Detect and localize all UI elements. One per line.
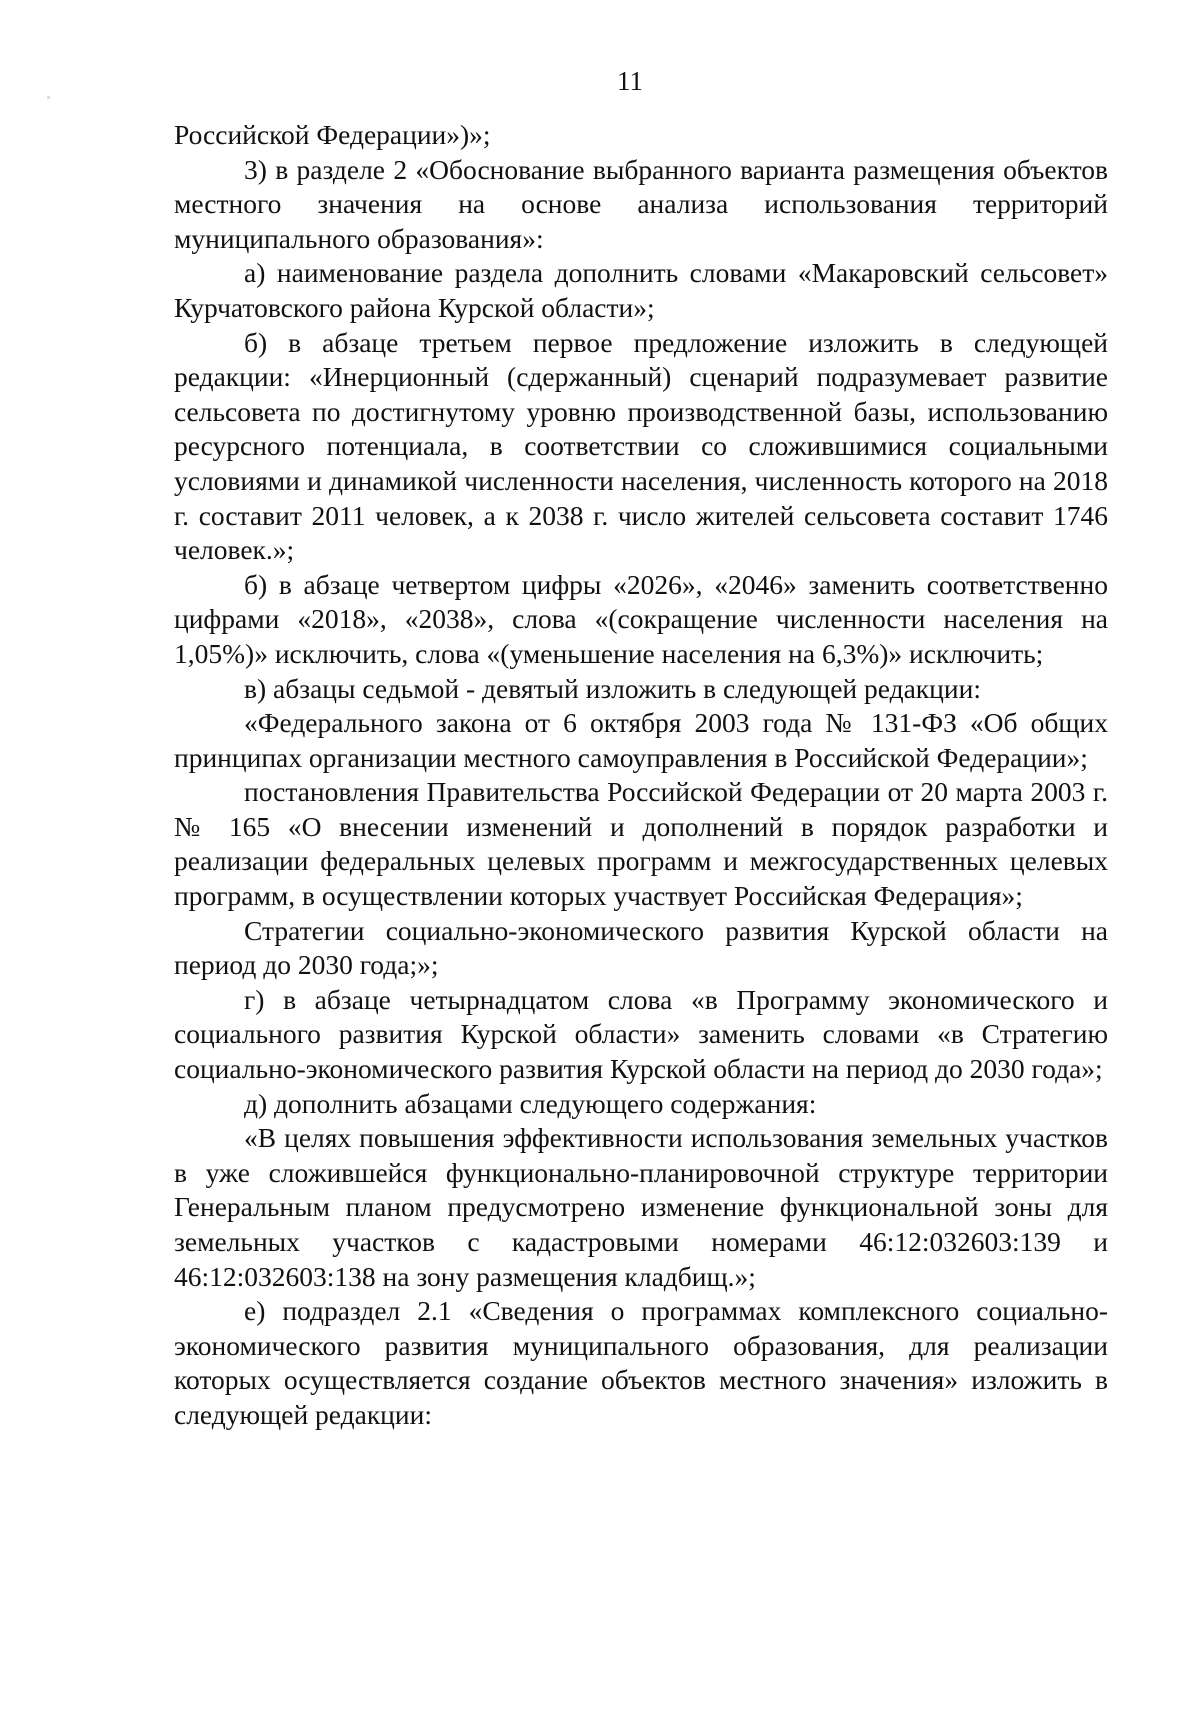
document-body	[174, 118, 1108, 1433]
paragraph-strategy: Стратегии социально-экономического развития Курской области на период до 2030 года;»;	[174, 914, 1108, 981]
paragraph-subitem-e: е) подраздел 2.1 «Сведения о программах комплексного социально-экономического развития муниципального образования, для реализации которых осуществляется создание объектов местного значения» изложить в следующей редакции:	[174, 1295, 1108, 1430]
paragraph-item-3: 3) в разделе 2 «Обоснование выбранного варианта размещения объектов местного значения на основе анализа использования территорий муниципального образования»:	[174, 153, 1108, 254]
paragraph-subitem-d: д) дополнить абзацами следующего содержания:	[244, 1087, 817, 1119]
paragraph-land-plots: «В целях повышения эффективности использования земельных участков в уже сложившейся функционально-планировочной структуре территории Генеральным планом предусмотрено изменение функциональной зоны для земельных участков с кадастровыми номерами 46:12:032603:139 и 46:12:032603:138 на зону размещения кладбищ.»;	[174, 1122, 1108, 1292]
paragraph-subitem-b-fourth: б) в абзаце четвертом цифры «2026», «2046» заменить соответственно цифрами «2018», «2038», слова «(сокращение численности населения на 1,05%)» исключить, слова «(уменьшение населения на 6,3%)» исключить;	[174, 568, 1108, 669]
paragraph-subitem-a: а) наименование раздела дополнить словами «Макаровский сельсовет» Курчатовского района Курской области»;	[174, 257, 1108, 323]
paragraph-continuation: Российской Федерации»)»;	[174, 119, 491, 150]
scan-speck	[47, 96, 50, 99]
paragraph-government-decree: постановления Правительства Российской Федерации от 20 марта 2003 г. № 165 «О внесении изменений и дополнений в порядок разработки и реализации федеральных целевых программ и межгосударственных целевых программ, в осуществлении которых участвует Российская Федерация»;	[174, 776, 1108, 912]
paragraph-federal-law: «Федерального закона от 6 октября 2003 года № 131-ФЗ «Об общих принципах организации местного самоуправления в Российской Федерации»;	[174, 707, 1108, 773]
paragraph-subitem-b-third: б) в абзаце третьем первое предложение изложить в следующей редакции: «Инерционный (сдержанный) сценарий подразумевает развитие сельсовета по достигнутому уровню производственной базы, использованию ресурсного потенциала, в соответствии со сложившимися социальными условиями и динамикой численности населения, численность которого на 2018 г. составит 2011 человек, а к 2038 г. число жителей сельсовета составит 1746 человек.»;	[174, 326, 1108, 566]
paragraph-subitem-g: г) в абзаце четырнадцатом слова «в Программу экономического и социального развития Курской области» заменить словами «в Стратегию социально-экономического развития Курской области на период до 2030 года»;	[174, 983, 1108, 1085]
page-number: 11	[617, 66, 643, 96]
paragraph-subitem-v: в) абзацы седьмой - девятый изложить в следующей редакции:	[244, 672, 981, 704]
